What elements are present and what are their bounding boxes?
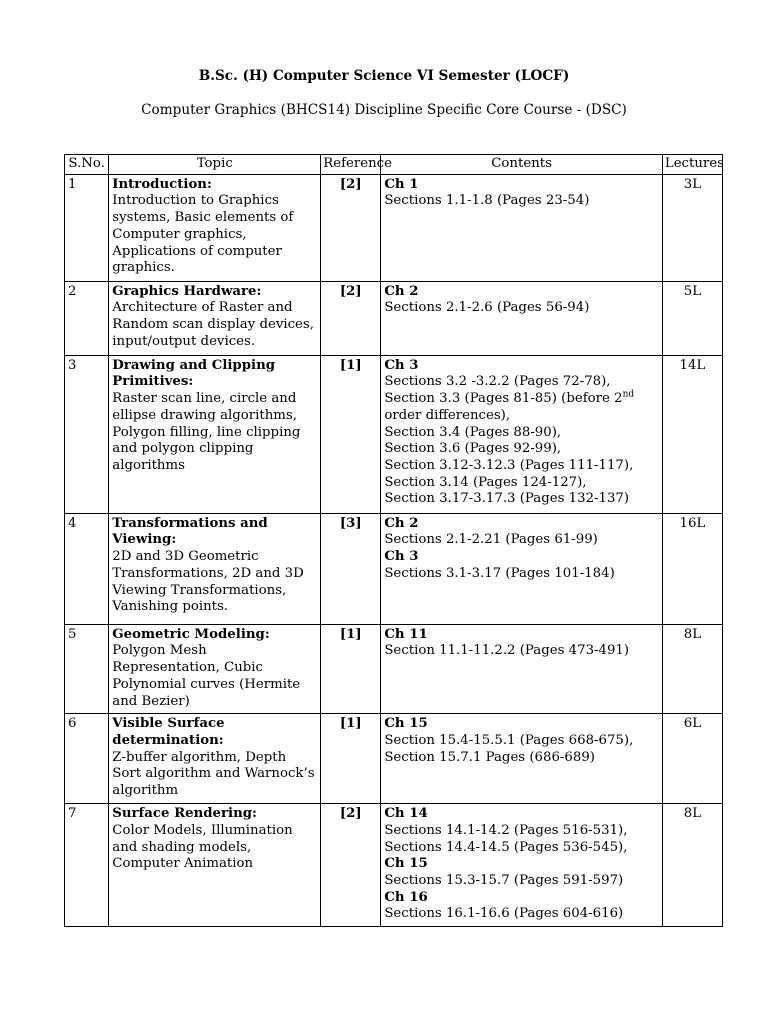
section-line bbox=[384, 750, 659, 767]
content-text: Ch 15 bbox=[384, 856, 428, 872]
chapter-label bbox=[384, 516, 659, 533]
topic-description: Raster scan line, circle and ellipse drawing algorithms, Polygon filling, line clipping and polygon clipping algorithms bbox=[112, 391, 301, 473]
reference-cell bbox=[321, 624, 381, 714]
topic-title: Introduction: bbox=[112, 176, 212, 192]
topic-description: Introduction to Graphics systems, Basic elements of Computer graphics, Applications of computer graphics. bbox=[112, 193, 294, 276]
column-header-topic: Topic bbox=[109, 155, 321, 175]
chapter-label bbox=[384, 806, 659, 823]
chapter-label bbox=[384, 890, 659, 907]
chapter-label bbox=[384, 177, 659, 194]
content-text: Sections 15.3-15.7 (Pages 591-597) bbox=[384, 873, 624, 889]
topic-description: Z-buffer algorithm, Depth Sort algorithm and Warnock’s algorithm bbox=[112, 749, 315, 799]
chapter-label bbox=[384, 358, 659, 375]
contents-cell bbox=[381, 174, 663, 281]
content-text: Ch 3 bbox=[384, 357, 419, 373]
lectures-cell: 8L bbox=[662, 624, 722, 714]
content-text: Sections 2.1-2.21 (Pages 61-99) bbox=[384, 532, 598, 548]
reference-label: [2] bbox=[339, 283, 362, 299]
contents-cell bbox=[381, 804, 663, 927]
contents-cell bbox=[381, 355, 663, 513]
content-text: Sections 2.1-2.6 (Pages 56-94) bbox=[384, 300, 590, 316]
topic-cell bbox=[109, 714, 321, 804]
topic-cell bbox=[109, 174, 321, 281]
content-text: Sections 3.1-3.17 (Pages 101-184) bbox=[384, 565, 615, 581]
section-line bbox=[384, 906, 659, 923]
content-text: Section 11.1-11.2.2 (Pages 473-491) bbox=[384, 643, 630, 659]
contents-cell bbox=[381, 624, 663, 714]
content-text: Section 3.12-3.12.3 (Pages 111-117), bbox=[384, 457, 634, 473]
section-line bbox=[384, 733, 659, 750]
chapter-label bbox=[384, 284, 659, 301]
section-line bbox=[384, 300, 659, 317]
section-line bbox=[384, 566, 659, 583]
course-subtitle: Computer Graphics (BHCS14) Discipline Specific Core Course - (DSC) bbox=[141, 102, 627, 118]
reference-label: [2] bbox=[339, 176, 362, 192]
section-line bbox=[384, 441, 659, 458]
topic-cell bbox=[109, 624, 321, 714]
table-row bbox=[65, 355, 723, 513]
table-row bbox=[65, 513, 723, 624]
lectures-cell: 8L bbox=[662, 804, 722, 927]
chapter-label bbox=[384, 856, 659, 873]
chapter-label bbox=[384, 716, 659, 733]
serial-number-cell: 7 bbox=[65, 804, 109, 927]
section-line bbox=[384, 823, 659, 840]
topic-description: Color Models, Illumination and shading models, Computer Animation bbox=[112, 822, 293, 872]
section-line bbox=[384, 193, 659, 210]
column-header-lectures: Lectures bbox=[662, 155, 722, 175]
reference-label: [2] bbox=[339, 806, 362, 822]
section-line bbox=[384, 475, 659, 492]
reference-cell bbox=[321, 513, 381, 624]
section-line bbox=[384, 425, 659, 442]
reference-cell bbox=[321, 355, 381, 513]
content-text: Ch 14 bbox=[384, 806, 428, 822]
section-line bbox=[384, 391, 659, 424]
table-row bbox=[65, 714, 723, 804]
content-text: Section 15.7.1 Pages (686-689) bbox=[384, 749, 595, 765]
contents-cell bbox=[381, 513, 663, 624]
column-header-reference: Reference bbox=[321, 155, 381, 175]
section-line bbox=[384, 491, 659, 508]
serial-number-cell: 4 bbox=[65, 513, 109, 624]
section-line bbox=[384, 374, 659, 391]
content-text: Sections 1.1-1.8 (Pages 23-54) bbox=[384, 193, 590, 209]
topic-title: Drawing and Clipping Primitives: bbox=[112, 357, 276, 390]
chapter-label bbox=[384, 627, 659, 644]
lectures-cell: 3L bbox=[662, 174, 722, 281]
topic-cell bbox=[109, 804, 321, 927]
serial-number-cell: 3 bbox=[65, 355, 109, 513]
content-text: Section 3.17-3.17.3 (Pages 132-137) bbox=[384, 491, 630, 507]
content-text: Section 3.6 (Pages 92-99), bbox=[384, 441, 562, 457]
content-text: Sections 3.2 -3.2.2 (Pages 72-78), bbox=[384, 374, 611, 390]
table-row bbox=[65, 804, 723, 927]
lectures-cell: 5L bbox=[662, 281, 722, 355]
topic-title: Geometric Modeling: bbox=[112, 626, 270, 642]
reference-label: [1] bbox=[339, 716, 362, 732]
reference-cell bbox=[321, 281, 381, 355]
topic-description: Architecture of Raster and Random scan display devices, input/output devices. bbox=[112, 300, 314, 349]
topic-cell bbox=[109, 281, 321, 355]
section-line bbox=[384, 643, 659, 660]
topic-title: Graphics Hardware: bbox=[112, 283, 262, 299]
content-text: Ch 11 bbox=[384, 626, 428, 642]
lectures-cell: 16L bbox=[662, 513, 722, 624]
topic-title: Transformations and Viewing: bbox=[112, 515, 268, 548]
content-text-after: order differences), bbox=[384, 407, 511, 423]
reference-cell bbox=[321, 714, 381, 804]
table-row bbox=[65, 281, 723, 355]
content-text: Ch 3 bbox=[384, 549, 419, 565]
section-line bbox=[384, 840, 659, 857]
reference-cell bbox=[321, 804, 381, 927]
content-text: Sections 14.1-14.2 (Pages 516-531), bbox=[384, 822, 628, 838]
reference-cell bbox=[321, 174, 381, 281]
topic-description: Polygon Mesh Representation, Cubic Polynomial curves (Hermite and Bezier) bbox=[112, 643, 301, 709]
content-text: Ch 16 bbox=[384, 889, 428, 905]
content-text: Sections 14.4-14.5 (Pages 536-545), bbox=[384, 839, 628, 855]
content-text: Section 3.4 (Pages 88-90), bbox=[384, 424, 562, 440]
section-line bbox=[384, 458, 659, 475]
topic-title: Visible Surface determination: bbox=[112, 716, 225, 748]
column-header-contents: Contents bbox=[381, 155, 663, 175]
section-line bbox=[384, 873, 659, 890]
lectures-cell: 6L bbox=[662, 714, 722, 804]
topic-cell bbox=[109, 513, 321, 624]
content-text: Ch 2 bbox=[384, 283, 419, 299]
ordinal-suffix: nd bbox=[622, 389, 635, 400]
content-text: Ch 2 bbox=[384, 515, 419, 531]
topic-cell bbox=[109, 355, 321, 513]
chapter-label bbox=[384, 549, 659, 566]
reference-label: [3] bbox=[339, 515, 362, 531]
reference-label: [1] bbox=[339, 626, 362, 642]
section-line bbox=[384, 532, 659, 549]
topic-description: 2D and 3D Geometric Transformations, 2D and 3D Viewing Transformations, Vanishing points. bbox=[112, 549, 304, 615]
contents-cell bbox=[381, 714, 663, 804]
serial-number-cell: 1 bbox=[65, 174, 109, 281]
serial-number-cell: 2 bbox=[65, 281, 109, 355]
content-text: Section 3.14 (Pages 124-127), bbox=[384, 474, 587, 490]
contents-cell bbox=[381, 281, 663, 355]
serial-number-cell: 6 bbox=[65, 714, 109, 804]
lectures-cell: 14L bbox=[662, 355, 722, 513]
topic-title: Surface Rendering: bbox=[112, 806, 257, 822]
content-text: Ch 1 bbox=[384, 176, 419, 192]
content-text: Section 15.4-15.5.1 (Pages 668-675), bbox=[384, 732, 634, 748]
content-text: Section 3.3 (Pages 81-85) (before 2 bbox=[384, 391, 623, 407]
syllabus-table bbox=[64, 154, 723, 927]
reference-label: [1] bbox=[339, 357, 362, 373]
content-text: Sections 16.1-16.6 (Pages 604-616) bbox=[384, 906, 624, 922]
serial-number-cell: 5 bbox=[65, 624, 109, 714]
table-header-row bbox=[65, 155, 723, 175]
content-text: Ch 15 bbox=[384, 716, 428, 732]
column-header-sno: S.No. bbox=[65, 155, 109, 175]
page-title: B.Sc. (H) Computer Science VI Semester (LOCF) bbox=[198, 68, 570, 84]
table-row bbox=[65, 174, 723, 281]
table-row bbox=[65, 624, 723, 714]
